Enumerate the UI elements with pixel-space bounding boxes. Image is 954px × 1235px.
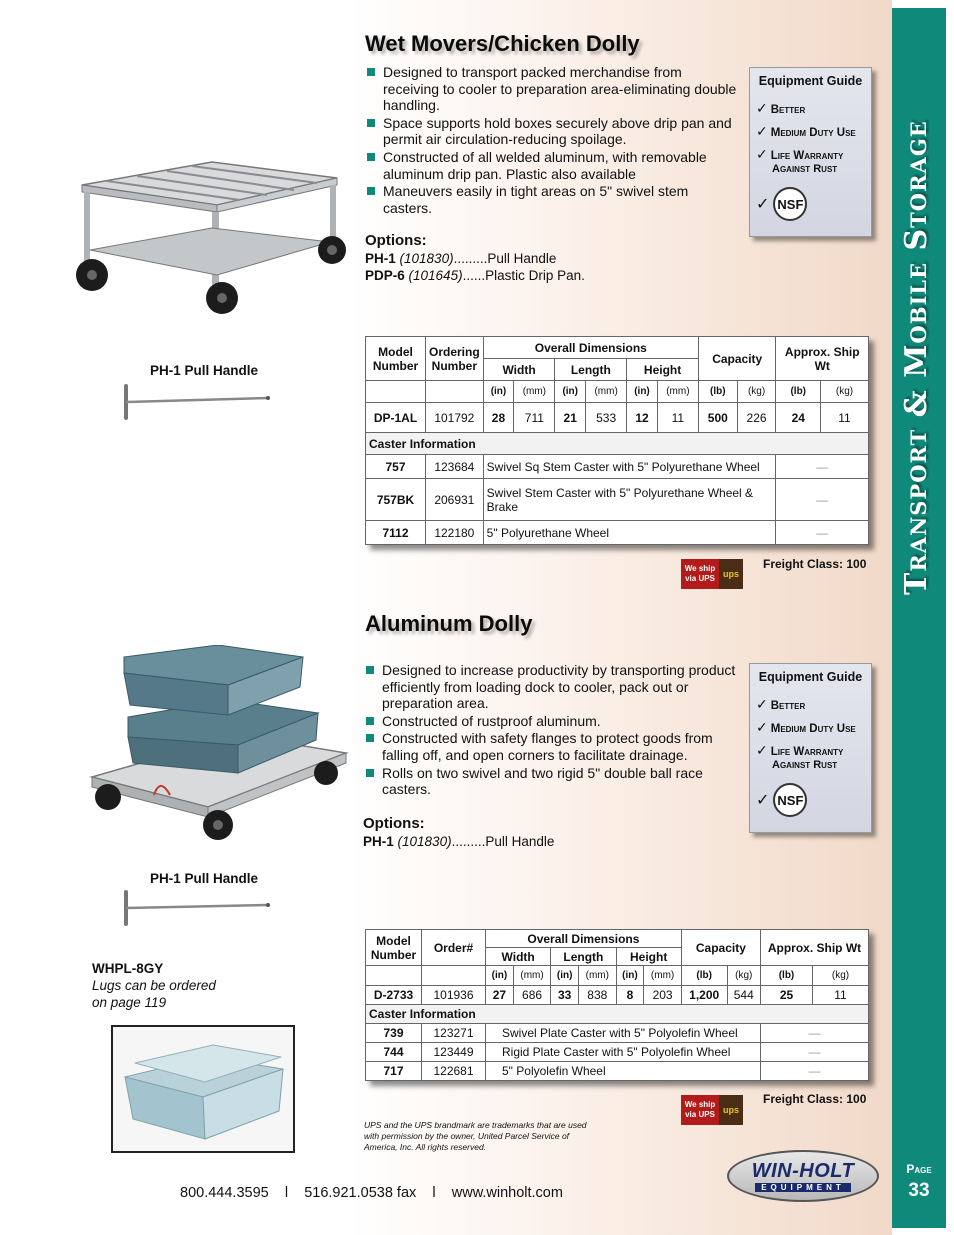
option-line	[365, 268, 585, 283]
footer-sep: l	[432, 1185, 436, 1201]
option-code: PDP-6	[365, 268, 405, 283]
lug-note: Lugs can be ordered	[92, 978, 216, 993]
unit-mm: (mm)	[514, 381, 555, 403]
unit-in: (in)	[483, 381, 514, 403]
section2-options-title: Options:	[363, 815, 425, 832]
feature-item: Constructed of all welded aluminum, with removable aluminum drip pan. Plastic also available	[365, 149, 740, 182]
page-label: Page	[906, 1162, 932, 1176]
side-title: Transport & Mobile Storage	[899, 120, 934, 595]
col-ordering: Ordering Number	[426, 337, 484, 381]
col-capacity: Capacity	[681, 930, 760, 966]
col-capacity: Capacity	[698, 337, 776, 381]
footer-phone: 800.444.3595	[180, 1185, 269, 1201]
guide-item: ✓ Better	[756, 100, 806, 116]
guide-item: ✓ Life Warranty	[756, 146, 844, 162]
table-row: 757BK 206931 Swivel Stem Caster with 5" Polyurethane Wheel & Brake —	[366, 479, 869, 521]
check-icon: ✓	[756, 196, 770, 213]
equipment-guide	[749, 663, 872, 833]
footer-fax: 516.921.0538 fax	[304, 1185, 417, 1201]
guide-sub: Against Rust	[772, 163, 838, 175]
table-row: 757 123684 Swivel Sq Stem Caster with 5" Polyurethane Wheel —	[366, 455, 869, 479]
lug-image-frame	[111, 1025, 295, 1153]
table-row: D-2733 101936 27 686 33 838 8 203 1,200 544 25 11	[366, 986, 869, 1005]
check-icon: ✓	[756, 123, 768, 139]
col-ship: Approx. Ship Wt	[776, 337, 869, 381]
check-icon: ✓	[756, 100, 768, 116]
table-row: DP-1AL 101792 28 711 21 533 12 11 500 226 24 11	[366, 403, 869, 433]
section2-spec-table	[365, 929, 869, 1081]
ups-badge-text: We ship via UPS	[681, 1095, 719, 1125]
caster-info-header: Caster Information	[366, 433, 869, 455]
table-row: 739 123271 Swivel Plate Caster with 5" Polyolefin Wheel —	[366, 1024, 869, 1043]
check-icon: ✓	[756, 792, 770, 809]
option-desc: Pull Handle	[485, 834, 555, 849]
winholt-logo	[727, 1150, 879, 1202]
col-overall: Overall Dimensions	[486, 930, 682, 948]
footer-sep: l	[284, 1185, 289, 1201]
col-ordering: Order#	[422, 930, 486, 966]
aluminum-dolly-image	[88, 645, 350, 845]
ups-shield-icon: ups	[719, 559, 743, 589]
option-dots: ......	[462, 268, 486, 283]
page-number: 33	[908, 1180, 930, 1201]
freight-class: Freight Class: 100	[763, 1092, 867, 1106]
unit-in: (in)	[616, 966, 644, 986]
option-dots: .........	[451, 834, 486, 849]
freight-class: Freight Class: 100	[763, 557, 867, 571]
lug-caption	[92, 960, 216, 1011]
unit-lb: (lb)	[761, 966, 813, 986]
unit-kg: (kg)	[821, 381, 869, 403]
feature-item: Space supports hold boxes securely above drip pan and permit air circulation-reducing spoilage.	[365, 115, 740, 148]
ups-badge	[681, 1095, 743, 1125]
option-desc: Pull Handle	[487, 251, 557, 266]
footer-web[interactable]: www.winholt.com	[451, 1185, 563, 1201]
guide-item: ✓ Medium Duty Use	[756, 123, 856, 139]
option-line	[363, 834, 554, 849]
section2-title: Aluminum Dolly	[365, 611, 533, 636]
unit-in: (in)	[627, 381, 658, 403]
feature-item: Designed to transport packed merchandise from receiving to cooler to preparation area-eliminating double handling.	[365, 64, 740, 114]
feature-item: Designed to increase productivity by transporting product efficiently from loading dock to cooler, pack out or preparation area.	[364, 662, 740, 712]
table-row: 717 122681 5" Polyolefin Wheel —	[366, 1062, 869, 1081]
section2-features	[364, 662, 740, 799]
unit-mm: (mm)	[513, 966, 550, 986]
guide-title: Equipment Guide	[758, 670, 863, 684]
ups-badge	[681, 559, 743, 589]
unit-mm: (mm)	[657, 381, 698, 403]
col-height: Height	[616, 948, 681, 966]
col-overall: Overall Dimensions	[483, 337, 698, 359]
feature-item: Constructed with safety flanges to protect goods from falling off, and open corners to facilitate drainage.	[364, 730, 740, 763]
col-ship: Approx. Ship Wt	[761, 930, 869, 966]
unit-in: (in)	[486, 966, 514, 986]
col-width: Width	[486, 948, 551, 966]
lug-code: WHPL-8GY	[92, 961, 164, 976]
lug-note: on page 119	[92, 995, 167, 1010]
guide-sub: Against Rust	[772, 759, 838, 771]
option-desc: Plastic Drip Pan.	[485, 268, 585, 283]
feature-item: Maneuvers easily in tight areas on 5" swivel stem casters.	[365, 183, 740, 216]
guide-item: ✓ Life Warranty	[756, 742, 844, 758]
option-code: PH-1	[363, 834, 394, 849]
option-order: (101830)	[399, 251, 454, 266]
equipment-guide	[749, 67, 872, 237]
option-order: (101645)	[408, 268, 463, 283]
guide-item: ✓ Medium Duty Use	[756, 719, 856, 735]
section1-options-title: Options:	[365, 232, 427, 249]
guide-title: Equipment Guide	[758, 74, 863, 88]
section1-title: Wet Movers/Chicken Dolly	[365, 31, 640, 56]
logo-sub: EQUIPMENT	[755, 1183, 851, 1192]
option-code: PH-1	[365, 251, 396, 266]
pull-handle-image	[118, 382, 273, 422]
unit-mm: (mm)	[644, 966, 681, 986]
guide-item: ✓ Better	[756, 696, 806, 712]
col-length: Length	[555, 359, 627, 381]
pull-handle-label: PH-1 Pull Handle	[150, 363, 259, 378]
chicken-dolly-image	[62, 150, 352, 330]
unit-kg: (kg)	[813, 966, 869, 986]
pull-handle-label: PH-1 Pull Handle	[150, 871, 259, 886]
unit-mm: (mm)	[586, 381, 627, 403]
footer-contact	[180, 1185, 563, 1201]
option-order: (101830)	[397, 834, 452, 849]
table-row: 7112 122180 5" Polyurethane Wheel —	[366, 521, 869, 545]
nsf-row	[756, 783, 871, 817]
col-model: Model Number	[366, 930, 422, 966]
option-dots: .........	[453, 251, 488, 266]
unit-kg: (kg)	[727, 966, 760, 986]
unit-lb: (lb)	[698, 381, 737, 403]
unit-in: (in)	[551, 966, 579, 986]
check-icon: ✓	[756, 742, 768, 758]
section1-spec-table	[365, 336, 869, 545]
nsf-logo-icon: NSF	[773, 783, 807, 817]
unit-lb: (lb)	[776, 381, 821, 403]
ups-shield-icon: ups	[719, 1095, 743, 1125]
nsf-logo-icon: NSF	[773, 187, 807, 221]
ups-badge-text: We ship via UPS	[681, 559, 719, 589]
option-line	[365, 251, 556, 266]
pull-handle-image	[118, 888, 273, 928]
section1-features	[365, 64, 740, 217]
col-height: Height	[627, 359, 699, 381]
col-width: Width	[483, 359, 555, 381]
logo-main: WIN-HOLT	[751, 1160, 855, 1182]
col-length: Length	[551, 948, 616, 966]
ups-disclaimer: UPS and the UPS brandmark are trademarks that are used with permission by the owner, United Parcel Service of America, Inc. All rights reserved.	[364, 1120, 587, 1152]
feature-item: Constructed of rustproof aluminum.	[364, 713, 740, 730]
unit-in: (in)	[555, 381, 586, 403]
check-icon: ✓	[756, 146, 768, 162]
feature-item: Rolls on two swivel and two rigid 5" double ball race casters.	[364, 765, 740, 798]
table-row: 744 123449 Rigid Plate Caster with 5" Polyolefin Wheel —	[366, 1043, 869, 1062]
nsf-row	[756, 187, 871, 221]
unit-kg: (kg)	[737, 381, 776, 403]
check-icon: ✓	[756, 696, 768, 712]
check-icon: ✓	[756, 719, 768, 735]
unit-lb: (lb)	[681, 966, 727, 986]
unit-mm: (mm)	[579, 966, 616, 986]
caster-info-header: Caster Information	[366, 1005, 869, 1024]
col-model: Model Number	[366, 337, 426, 381]
lug-image	[113, 1027, 293, 1151]
